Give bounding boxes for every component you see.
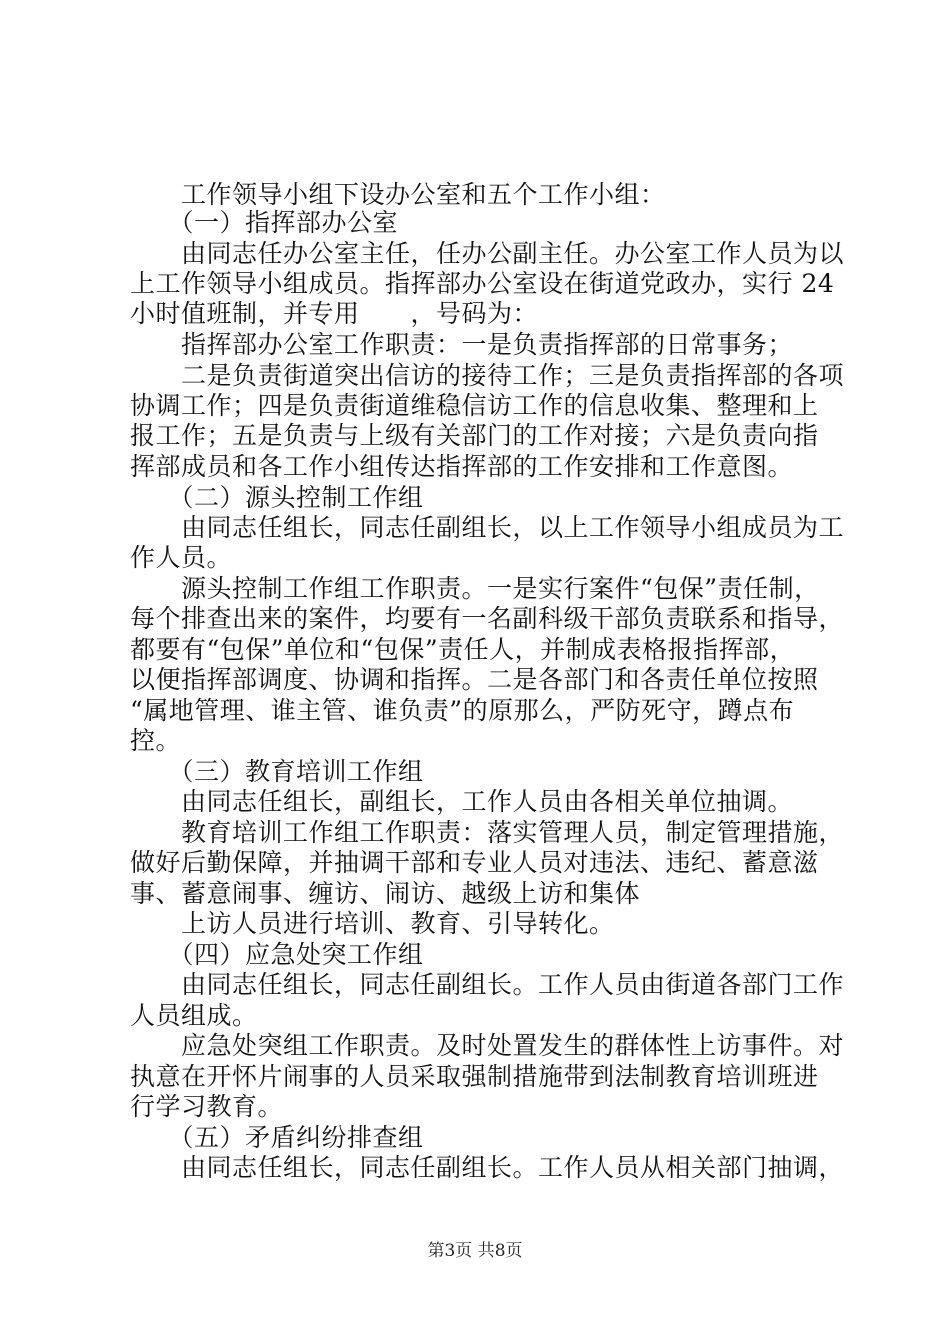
text-line: 行学习教育。 [130,1092,284,1121]
text-line: 指挥部办公室工作职责：一是负责指挥部的日常事务； [130,330,794,359]
text-line: 协调工作；四是负责街道维稳信访工作的信息收集、整理和上 [130,391,819,420]
section-heading: （二）源头控制工作组 [130,483,424,512]
text-line: 由同志任办公室主任，任办公副主任。办公室工作人员为以 [130,239,845,268]
text-line: 源头控制工作组工作职责。一是实行案件“包保”责任制， [130,574,820,603]
text-line: 控。 [130,726,182,755]
section-heading: （四）应急处突工作组 [130,940,424,969]
text-line: 以便指挥部调度、协调和指挥。二是各部门和各责任单位按照 [130,665,819,694]
text-line: 应急处突组工作职责。及时处置发生的群体性上访事件。对 [130,1031,845,1060]
text-line: 每个排查出来的案件，均要有一名副科级干部负责联系和指导， [130,604,845,633]
text-line: 由同志任组长，副组长，工作人员由各相关单位抽调。 [130,787,794,816]
text-line: 报工作；五是负责与上级有关部门的工作对接；六是负责向指 [130,421,819,450]
text-line: 由同志任组长，同志任副组长。工作人员由街道各部门工作 [130,970,845,999]
text-line: 都要有“包保”单位和“包保”责任人，并制成表格报指挥部， [130,635,796,664]
text-line: “属地管理、谁主管、谁负责”的原那么，严防死守，蹲点布 [130,696,795,725]
text-line: 由同志任组长，同志任副组长，以上工作领导小组成员为工 [130,513,845,542]
section-heading: （一）指挥部办公室 [130,208,399,237]
text-line: 作人员。 [130,543,233,572]
text-line: 由同志任组长，同志任副组长。工作人员从相关部门抽调， [130,1153,845,1182]
text-line: 小时值班制，并专用 ，号码为： [130,299,539,328]
text-line: 做好后勤保障，并抽调干部和专业人员对违法、违纪、蓄意滋 [130,848,819,877]
text-line: 人员组成。 [130,1001,258,1030]
text-line: 挥部成员和各工作小组传达指挥部的工作安排和工作意图。 [130,452,794,481]
text-line: 工作领导小组下设办公室和五个工作小组： [130,180,666,209]
text-line: 二是负责街道突出信访的接待工作；三是负责指挥部的各项 [130,361,845,390]
text-line: 上工作领导小组成员。指挥部办公室设在街道党政办，实行 24 [130,269,835,298]
text-line: 教育培训工作组工作职责：落实管理人员，制定管理措施， [130,818,845,847]
text-line: 上访人员进行培训、教育、引导转化。 [130,909,615,938]
section-heading: （三）教育培训工作组 [130,757,424,786]
text-line: 事、蓄意闹事、缠访、闹访、越级上访和集体 [130,879,641,908]
text-line: 执意在开怀片闹事的人员采取强制措施带到法制教育培训班进 [130,1062,819,1091]
section-heading: （五）矛盾纠纷排查组 [130,1123,424,1152]
page-number-footer: 第3页 共8页 [427,1241,523,1261]
